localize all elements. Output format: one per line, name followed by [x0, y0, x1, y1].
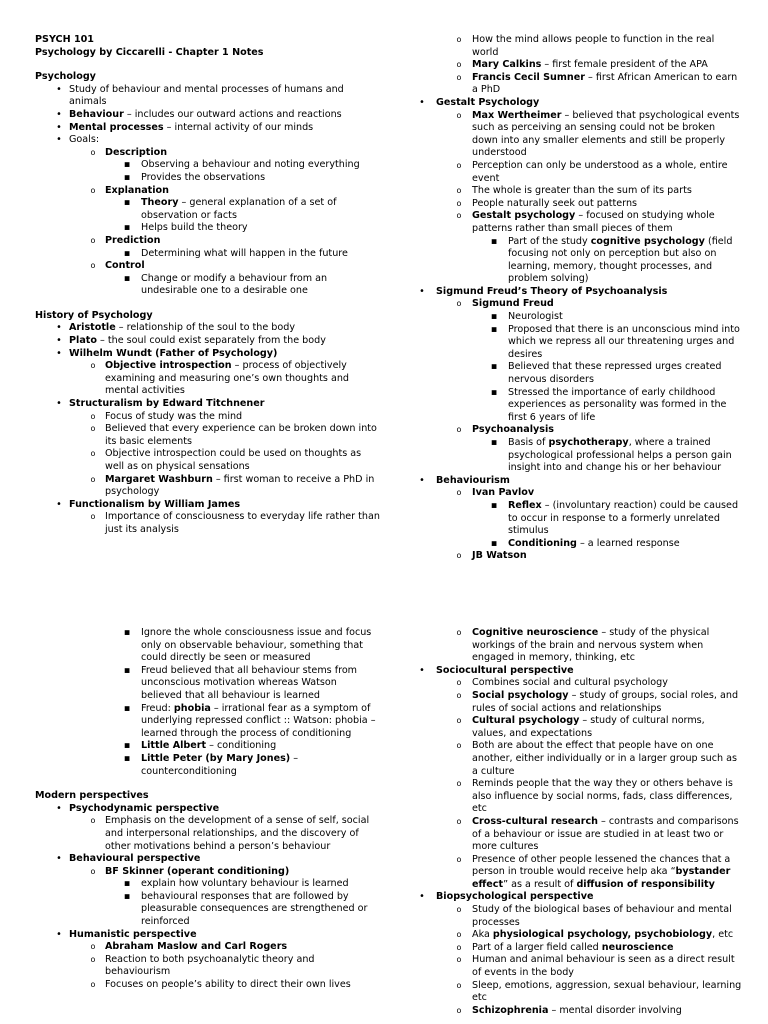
list-item — [402, 500, 742, 538]
item-text: Importance of consciousness to everyday life rather than just its analysis — [105, 511, 380, 535]
item-text: – first female president of the APA — [541, 59, 708, 71]
item-text: Proposed that there is an unconscious mind into which we repress all our threatening urges and desires — [508, 323, 740, 360]
bullet-disc-icon — [53, 803, 65, 816]
item-text: Provides the observations — [141, 171, 266, 183]
bullet-square-icon — [121, 248, 133, 261]
bullet-circle-icon — [453, 904, 465, 917]
bullet-circle-icon — [453, 778, 465, 791]
item-text: Part of a larger field called — [472, 941, 602, 953]
item-text: Change or modify a behaviour from an undesirable one to a desirable one — [141, 272, 328, 297]
item-text: Sleep, emotions, aggression, sexual behaviour, learning etc — [472, 979, 742, 1004]
list-item — [35, 398, 380, 411]
item-text: Goals: — [69, 134, 100, 146]
bold-term: Theory — [141, 197, 179, 209]
bold-term: Cognitive neuroscience — [472, 627, 599, 638]
bullet-disc-icon — [53, 134, 65, 147]
bold-term: Abraham Maslow and Carl Rogers — [105, 941, 288, 953]
list-item — [35, 627, 380, 665]
bold-term: Ivan Pavlov — [472, 487, 535, 499]
bold-term: Sigmund Freud — [472, 298, 554, 310]
list-item — [402, 437, 742, 475]
bullet-square-icon — [121, 273, 133, 286]
bullet-disc-icon — [53, 348, 65, 361]
list-item — [35, 260, 380, 273]
bold-term: Cultural psychology — [472, 715, 580, 727]
bullet-circle-icon — [453, 424, 465, 437]
bullet-square-icon — [121, 665, 133, 678]
list-item — [402, 778, 742, 816]
list-item — [35, 360, 380, 398]
item-text: Emphasis on the development of a sense of self, social and interpersonal relationships, and the discovery of other motivations behind a person’s behaviour — [105, 815, 370, 852]
list-item — [402, 942, 742, 955]
bold-term: Cross-cultural research — [472, 815, 598, 827]
list-item — [35, 411, 380, 424]
bold-term: Social psychology — [472, 689, 569, 701]
section-heading — [35, 310, 380, 323]
bullet-disc-icon — [53, 398, 65, 411]
item-text: – a learned response — [576, 537, 680, 549]
list-item — [35, 474, 380, 499]
bullet-circle-icon — [453, 627, 465, 640]
item-text: – believed that psychological events such as perceiving an sensing could not be broken down into any smaller elements and still be properly understood — [472, 109, 740, 159]
bold-term: Sociocultural perspective — [436, 664, 574, 676]
list-item — [35, 753, 380, 778]
heading-text: PSYCH 101 — [35, 34, 94, 45]
bullet-disc-icon — [416, 286, 428, 299]
list-item — [35, 84, 380, 109]
bullet-circle-icon — [87, 147, 99, 160]
bullet-circle-icon — [453, 160, 465, 173]
list-item — [402, 198, 742, 211]
bullet-circle-icon — [87, 474, 99, 487]
bullet-circle-icon — [453, 929, 465, 942]
item-text: – conditioning — [206, 740, 277, 752]
item-text: behavioural responses that are followed by pleasurable consequences are strengthened or reinforced — [141, 890, 368, 928]
bullet-circle-icon — [453, 980, 465, 993]
list-item — [35, 803, 380, 816]
list-item — [35, 853, 380, 866]
list-item — [35, 815, 380, 853]
bullet-square-icon — [121, 878, 133, 891]
list-item — [402, 387, 742, 425]
bullet-circle-icon — [87, 185, 99, 198]
bullet-square-icon — [488, 437, 500, 450]
bullet-square-icon — [488, 500, 500, 513]
bold-term: JB Watson — [472, 550, 527, 562]
item-text: Helps build the theory — [141, 222, 248, 234]
list-item — [402, 236, 742, 286]
bullet-circle-icon — [453, 298, 465, 311]
bold-term: Mary Calkins — [472, 59, 542, 71]
bold-term: Behaviour — [69, 108, 124, 120]
list-item — [35, 891, 380, 929]
item-text: Neurologist — [508, 311, 563, 323]
bold-term: Prediction — [105, 234, 161, 246]
bold-term: Behavioural perspective — [69, 853, 201, 865]
bold-term: Francis Cecil Sumner — [472, 71, 585, 83]
list-item — [35, 197, 380, 222]
list-item — [402, 929, 742, 942]
bullet-square-icon — [488, 361, 500, 374]
bold-term: neuroscience — [601, 941, 674, 953]
list-item — [35, 954, 380, 979]
list-item — [35, 866, 380, 879]
list-item — [35, 122, 380, 135]
bullet-disc-icon — [416, 665, 428, 678]
bullet-disc-icon — [53, 929, 65, 942]
list-item — [35, 273, 380, 298]
bullet-circle-icon — [87, 941, 99, 954]
list-item — [402, 424, 742, 437]
page-2-left-column — [35, 627, 380, 992]
item-text: Both are about the effect that people have on one another, either individually or in a larger group such as a culture — [472, 740, 738, 777]
bullet-circle-icon — [87, 815, 99, 828]
heading-text: Psychology — [35, 71, 96, 83]
bullet-circle-icon — [453, 954, 465, 967]
item-text: ” as a result of — [503, 878, 577, 890]
item-text: – focused on studying whole patterns rather than small pieces of them — [472, 210, 715, 234]
bullet-circle-icon — [453, 72, 465, 85]
list-item — [35, 979, 380, 992]
bold-term: Aristotle — [69, 322, 116, 334]
bullet-circle-icon — [87, 235, 99, 248]
bullet-circle-icon — [87, 260, 99, 273]
item-text: Ignore the whole consciousness issue and focus only on observable behaviour, something that could directly be seen or measured — [141, 627, 372, 664]
item-text: The whole is greater than the sum of its parts — [472, 185, 692, 197]
list-item — [402, 72, 742, 97]
bold-term: Sigmund Freud’s Theory of Psychoanalysis — [436, 285, 668, 297]
bullet-circle-icon — [453, 942, 465, 955]
item-text: Human and animal behaviour is seen as a direct result of events in the body — [472, 954, 735, 979]
list-item — [402, 311, 742, 324]
section-heading — [35, 790, 380, 803]
bold-term: Plato — [69, 335, 97, 347]
bold-term: Biopsychological perspective — [436, 891, 594, 903]
item-text: – study of groups, social roles, and rules of social actions and relationships — [472, 689, 739, 714]
list-item — [402, 677, 742, 690]
item-text: – the soul could exist separately from the body — [96, 335, 326, 347]
list-item — [402, 740, 742, 778]
list-item — [35, 929, 380, 942]
bullet-circle-icon — [87, 979, 99, 992]
list-item — [35, 878, 380, 891]
item-text: – irrational fear as a symptom of underlying repressed conflict :: Watson: phobia – learned through the process of conditioning — [141, 702, 376, 739]
bullet-square-icon — [121, 197, 133, 210]
item-text: Freud believed that all behaviour stems from unconscious motivation whereas Watson believed that all behaviour is learned — [141, 664, 358, 701]
item-text: (field focusing not only on perception but also on learning, memory, thought processes, and problem solving) — [508, 235, 733, 285]
item-text: Presence of other people lessened the chances that a person in trouble would receive help aka “ — [472, 853, 731, 878]
item-text: Study of behaviour and mental processes of humans and animals — [69, 83, 344, 108]
list-item — [402, 487, 742, 500]
bullet-disc-icon — [53, 853, 65, 866]
bold-term: Humanistic perspective — [69, 928, 197, 940]
bold-term: Psychoanalysis — [472, 424, 554, 436]
list-item — [35, 147, 380, 160]
list-item — [35, 348, 380, 361]
bold-term: Conditioning — [508, 537, 577, 549]
list-item — [402, 160, 742, 185]
item-text: , etc — [712, 929, 734, 941]
item-text: Freud: — [141, 702, 174, 714]
bullet-square-icon — [488, 387, 500, 400]
list-item — [35, 499, 380, 512]
item-text: Observing a behaviour and noting everything — [141, 159, 360, 171]
list-item — [35, 248, 380, 261]
bold-term: Margaret Washburn — [105, 473, 213, 485]
bold-term: cognitive psychology — [590, 235, 705, 247]
list-item — [35, 423, 380, 448]
bold-term: Gestalt psychology — [472, 210, 576, 222]
bold-term: phobia — [173, 702, 211, 714]
bullet-circle-icon — [87, 411, 99, 424]
bold-term: Behaviourism — [436, 474, 510, 486]
list-item — [35, 172, 380, 185]
bullet-square-icon — [121, 172, 133, 185]
list-item — [35, 134, 380, 147]
item-text: – mental disorder involving — [548, 1004, 682, 1016]
item-text: People naturally seek out patterns — [472, 197, 638, 209]
list-item — [35, 235, 380, 248]
bullet-square-icon — [121, 891, 133, 904]
bullet-circle-icon — [453, 690, 465, 703]
list-item — [35, 740, 380, 753]
bullet-square-icon — [488, 311, 500, 324]
item-text: Focus of study was the mind — [105, 410, 243, 422]
list-item — [402, 538, 742, 551]
item-text: Perception can only be understood as a whole, entire event — [472, 159, 728, 184]
bullet-square-icon — [488, 538, 500, 551]
list-item — [35, 511, 380, 536]
bold-term: Little Peter (by Mary Jones) — [141, 752, 291, 764]
list-item — [402, 891, 742, 904]
bullet-square-icon — [121, 159, 133, 172]
list-item — [402, 550, 742, 563]
bullet-circle-icon — [453, 198, 465, 211]
bullet-disc-icon — [416, 475, 428, 488]
item-text: Combines social and cultural psychology — [472, 677, 668, 689]
bullet-disc-icon — [53, 122, 65, 135]
bold-term: Wilhelm Wundt (Father of Psychology) — [69, 347, 278, 359]
bullet-circle-icon — [453, 34, 465, 47]
section-heading — [35, 71, 380, 84]
list-item — [402, 34, 742, 59]
bullet-circle-icon — [87, 360, 99, 373]
bullet-square-icon — [121, 740, 133, 753]
item-text: Study of the biological bases of behaviour and mental processes — [472, 904, 732, 928]
bullet-square-icon — [121, 703, 133, 716]
list-item — [402, 1005, 742, 1018]
bold-term: Reflex — [508, 499, 542, 511]
list-item — [402, 690, 742, 715]
item-text: – study of cultural norms, values, and expectations — [472, 715, 705, 739]
bullet-circle-icon — [453, 677, 465, 690]
item-text: – first African American to earn a PhD — [472, 71, 738, 96]
document-title — [35, 47, 380, 60]
bullet-disc-icon — [53, 109, 65, 122]
bold-term: Mental processes — [69, 121, 164, 133]
page-2 — [0, 627, 768, 1024]
bullet-disc-icon — [53, 84, 65, 97]
list-item — [35, 109, 380, 122]
list-item — [402, 97, 742, 110]
item-text: , where a trained psychological professional helps a person gain insight into and change his or her behaviour — [508, 437, 732, 474]
item-text: – first woman to receive a PhD in psychology — [105, 473, 375, 498]
item-text: Part of the study — [508, 235, 591, 247]
document-title — [35, 34, 380, 47]
item-text: – study of the physical workings of the brain and nervous system when engaged in memory, thinking, etc — [472, 627, 710, 664]
list-item — [35, 703, 380, 741]
item-text: – includes our outward actions and reactions — [123, 108, 342, 120]
bold-term: Functionalism by William James — [69, 498, 241, 510]
item-text: – (involuntary reaction) could be caused to occur in response to a formerly unrelated stimulus — [508, 499, 739, 537]
list-item — [402, 185, 742, 198]
list-item — [402, 627, 742, 665]
bold-term: Structuralism by Edward Titchnener — [69, 398, 265, 410]
bullet-disc-icon — [416, 97, 428, 110]
bold-term: physiological psychology, psychobiology — [492, 929, 713, 941]
bold-term: Max Wertheimer — [472, 109, 562, 121]
list-item — [402, 904, 742, 929]
item-text: Focuses on people’s ability to direct their own lives — [105, 979, 351, 991]
bullet-disc-icon — [53, 499, 65, 512]
bullet-circle-icon — [453, 59, 465, 72]
bullet-square-icon — [488, 324, 500, 337]
bullet-disc-icon — [53, 335, 65, 348]
bullet-circle-icon — [453, 487, 465, 500]
heading-text: Modern perspectives — [35, 790, 149, 802]
item-text: – process of objectively examining and measuring one’s own thoughts and mental activities — [105, 360, 350, 397]
bullet-circle-icon — [87, 423, 99, 436]
bullet-circle-icon — [87, 511, 99, 524]
list-item — [35, 322, 380, 335]
bold-term: diffusion of responsibility — [576, 878, 715, 890]
item-text: Objective introspection could be used on thoughts as well as on physical sensations — [105, 448, 362, 472]
item-text: Determining what will happen in the future — [141, 247, 348, 259]
item-text: Reminds people that the way they or others behave is also influence by social norms, fads, class differences, etc — [472, 778, 733, 815]
list-item — [402, 816, 742, 854]
page-1-right-column — [402, 34, 742, 563]
list-item — [402, 324, 742, 362]
list-item — [402, 475, 742, 488]
list-item — [35, 222, 380, 235]
list-item — [402, 854, 742, 892]
bold-term: Schizophrenia — [472, 1004, 549, 1016]
list-item — [35, 665, 380, 703]
item-text: – relationship of the soul to the body — [115, 322, 296, 334]
item-text: How the mind allows people to function in the real world — [472, 34, 715, 58]
list-item — [35, 448, 380, 473]
bold-term: Gestalt Psychology — [436, 96, 540, 108]
item-text: explain how voluntary behaviour is learned — [141, 878, 349, 890]
bullet-disc-icon — [53, 322, 65, 335]
bullet-circle-icon — [87, 448, 99, 461]
list-item — [402, 286, 742, 299]
item-text: – counterconditioning — [141, 752, 299, 777]
bullet-circle-icon — [453, 715, 465, 728]
bold-term: Psychodynamic perspective — [69, 802, 220, 814]
list-item — [35, 159, 380, 172]
item-text: – general explanation of a set of observation or facts — [141, 197, 337, 221]
bold-term: psychotherapy — [548, 437, 629, 448]
list-item — [402, 298, 742, 311]
bold-term: BF Skinner (operant conditioning) — [105, 865, 290, 877]
list-item — [402, 361, 742, 386]
bold-term: bystander effect — [472, 866, 731, 890]
bullet-circle-icon — [87, 866, 99, 879]
list-item — [35, 335, 380, 348]
bullet-square-icon — [121, 753, 133, 766]
item-text: Stressed the importance of early childhood experiences as personality was formed in the first 6 years of life — [508, 386, 727, 423]
list-item — [35, 941, 380, 954]
page-1-left-column — [35, 34, 380, 537]
bullet-circle-icon — [453, 816, 465, 829]
bullet-circle-icon — [453, 854, 465, 867]
bullet-disc-icon — [416, 891, 428, 904]
bold-term: Explanation — [105, 184, 169, 196]
bullet-square-icon — [488, 236, 500, 249]
list-item — [35, 185, 380, 198]
list-item — [402, 954, 742, 979]
bold-term: Description — [105, 146, 168, 158]
page-2-right-column — [402, 627, 742, 1017]
item-text: Aka — [472, 929, 493, 941]
list-item — [402, 110, 742, 160]
item-text: Believed that every experience can be broken down into its basic elements — [105, 423, 377, 447]
list-item — [402, 665, 742, 678]
item-text: – internal activity of our minds — [163, 121, 314, 133]
bullet-circle-icon — [453, 210, 465, 223]
bullet-circle-icon — [453, 110, 465, 123]
bullet-square-icon — [121, 222, 133, 235]
list-item — [402, 715, 742, 740]
bold-term: Little Albert — [141, 740, 207, 752]
bullet-circle-icon — [87, 954, 99, 967]
bullet-circle-icon — [453, 1005, 465, 1018]
bold-term: Control — [105, 260, 145, 272]
bullet-circle-icon — [453, 185, 465, 198]
bullet-square-icon — [121, 627, 133, 640]
bullet-circle-icon — [453, 740, 465, 753]
item-text: Reaction to both psychoanalytic theory and behaviourism — [105, 953, 315, 978]
bold-term: Objective introspection — [105, 360, 232, 372]
heading-text: History of Psychology — [35, 309, 153, 321]
heading-text: Psychology by Ciccarelli - Chapter 1 Notes — [35, 46, 264, 58]
item-text: – contrasts and comparisons of a behaviour or issue are studied in at least two or more cultures — [472, 815, 739, 853]
list-item — [402, 210, 742, 235]
list-item — [402, 980, 742, 1005]
item-text: Believed that these repressed urges created nervous disorders — [508, 361, 722, 386]
item-text: Basis of — [508, 437, 549, 448]
bullet-circle-icon — [453, 550, 465, 563]
list-item — [402, 59, 742, 72]
